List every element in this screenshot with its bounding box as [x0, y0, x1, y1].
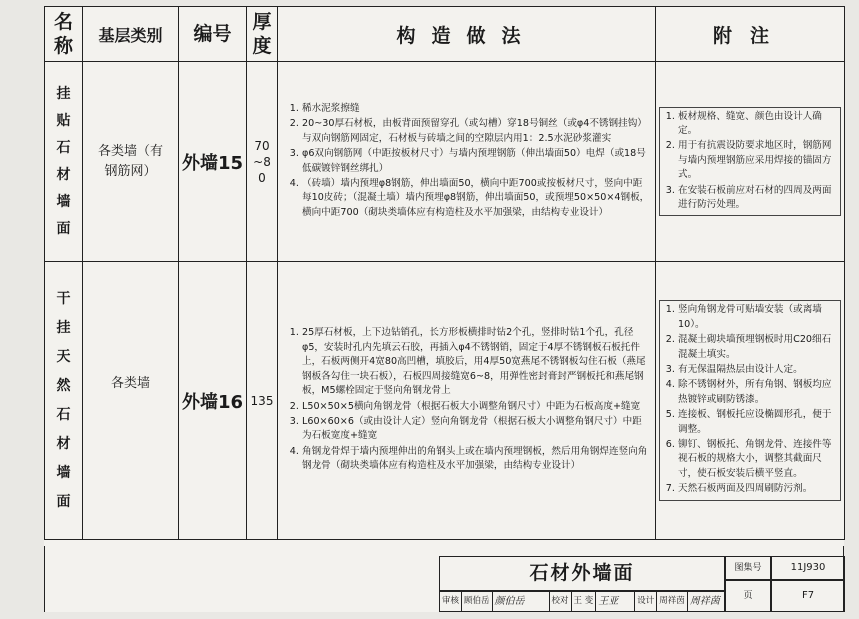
method-cell [278, 62, 656, 262]
list-item: 5. 连接板、钢板托应设椭圆形孔，便于调整。 [678, 408, 836, 437]
list-item: 1. 板材规格、缝宽、颜色由设计人确定。 [678, 110, 836, 139]
header-notes: 附注 [656, 7, 845, 62]
review-label: 审核 [440, 592, 462, 611]
designer-name: 周祥茵 [657, 592, 688, 611]
list-item: 3. L60×60×6（或由设计人定）竖向角钢龙骨（根据石板大小调整角钢尺寸）中距为石板宽度+缝宽 [302, 415, 651, 444]
construction-table [44, 6, 845, 540]
list-item: 7. 天然石板两面及四周刷防污剂。 [678, 482, 836, 496]
category-cell [45, 62, 83, 262]
page-number: F7 [771, 580, 845, 612]
title-block [44, 546, 844, 612]
list-item: 1. 稀水泥浆擦缝 [302, 102, 651, 116]
category-cell [45, 262, 83, 540]
design-label: 设计 [635, 592, 657, 611]
list-item: 4. 角钢龙骨焊于墙内预埋伸出的角钢头上或在墙内预埋钢板，然后用角钢焊连竖向角钢龙骨（砌块类墙体应有构造柱及水平加强梁，由结构专业设计） [302, 445, 651, 474]
title-block-grid [439, 556, 845, 612]
list-item: 3. φ6双向钢筋网（中距按板材尺寸）与墙内预埋钢筋（伸出墙面50）电焊（或18号低碳镀锌钢丝绑扎） [302, 147, 651, 176]
atlas-number: 11J930 [771, 556, 845, 580]
list-item: 1. 25厚石材板，上下边钻销孔，长方形板横排时钻2个孔，竖排时钻1个孔，孔径φ5，安装时孔内先填云石胶，再插入φ4不锈钢销，固定于4厚不锈钢板石板托件上，石板两侧开4宽80高凹槽，填胶后，用4厚50宽燕尾不锈钢板勾住石板（燕尾钢板各勾住一块石板），石板四周接缝宽6~8，用弹性密封膏封严钢板托和燕尾钢板，M5螺栓固定于竖向角钢龙骨上 [302, 326, 651, 398]
number-cell: 外墙15 [179, 62, 247, 262]
checker-signature: 王亚 [596, 592, 635, 611]
signature-row [439, 591, 725, 612]
list-item: 2. L50×50×5横向角钢龙骨（根据石板大小调整角钢尺寸）中距为石板高度+缝宽 [302, 400, 651, 414]
thickness-cell [247, 62, 278, 262]
notes-list [660, 108, 840, 216]
list-item: 1. 竖向角钢龙骨可贴墙安装（或离墙10）。 [678, 303, 836, 332]
checker-name: 王 变 [572, 592, 597, 611]
method-steps [278, 100, 655, 223]
list-item: 2. 混凝土砌块墙预埋钢板时用C20细石混凝土填实。 [678, 333, 836, 362]
list-item: 6. 铆钉、钢板托、角钢龙骨、连接件等视石板的规格大小，调整其截面尺寸，使石板安装后横平竖直。 [678, 438, 836, 481]
number-cell: 外墙16 [179, 262, 247, 540]
header-number: 编号 [179, 7, 247, 62]
base-type-label: 各类墙（有钢筋网） [97, 143, 163, 179]
list-item: 2. 用于有抗震设防要求地区时，钢筋网与墙内预埋钢筋应采用焊接的锚固方式。 [678, 139, 836, 182]
thickness-cell: 135 [247, 262, 278, 540]
table-row [45, 262, 845, 540]
reviewer-name: 顾伯岳 [462, 592, 493, 611]
thickness-value: 70~80 [253, 138, 271, 185]
drawing-title: 石材外墙面 [439, 556, 725, 591]
header-method: 构造做法 [278, 7, 656, 62]
table-row [45, 62, 845, 262]
reviewer-signature: 颜伯岳 [493, 592, 550, 611]
notes-box [659, 107, 841, 217]
notes-cell [656, 62, 845, 262]
list-item: 4. 除不锈钢材外，所有角钢、钢板均应热镀锌或刷防锈漆。 [678, 378, 836, 407]
list-item: 3. 有无保温隔热层由设计人定。 [678, 363, 836, 377]
method-cell [278, 262, 656, 540]
list-item: 2. 20~30厚石材板，由板背面预留穿孔（或勾槽）穿18号铜丝（或φ4不锈钢挂钩）与双向钢筋网固定，石材板与砖墙之间的空隙层内用1：2.5水泥砂浆灌实 [302, 117, 651, 146]
category-label: 干挂天然石材墙面 [56, 290, 71, 510]
list-item: 3. 在安装石板前应对石材的四周及两面进行防污处理。 [678, 184, 836, 213]
notes-box [659, 300, 841, 500]
base-type-cell [83, 62, 179, 262]
header-base-type: 基层类别 [83, 7, 179, 62]
list-item: 4. （砖墙）墙内预埋φ8钢筋，伸出墙面50，横向中距700或按板材尺寸，竖向中距每10皮砖；（混凝土墙）墙内预埋φ8钢筋，伸出墙面50，或预埋50×50×4钢板，横向中距700（砌块类墙体应有构造柱及水平加强梁，由结构专业设计） [302, 177, 651, 220]
notes-cell [656, 262, 845, 540]
method-steps [278, 324, 655, 476]
atlas-label: 图集号 [725, 556, 771, 580]
category-label: 挂贴石材墙面 [56, 85, 71, 237]
check-label: 校对 [550, 592, 572, 611]
drawing-sheet [44, 6, 844, 612]
base-type-cell [83, 262, 179, 540]
base-type-label: 各类墙 [110, 376, 150, 391]
header-thickness: 厚度 [247, 7, 278, 62]
header-category: 名称 [45, 7, 83, 62]
notes-list [660, 301, 840, 499]
designer-signature: 周祥茵 [689, 596, 720, 607]
header-row [45, 7, 845, 62]
page-label: 页 [725, 580, 771, 612]
